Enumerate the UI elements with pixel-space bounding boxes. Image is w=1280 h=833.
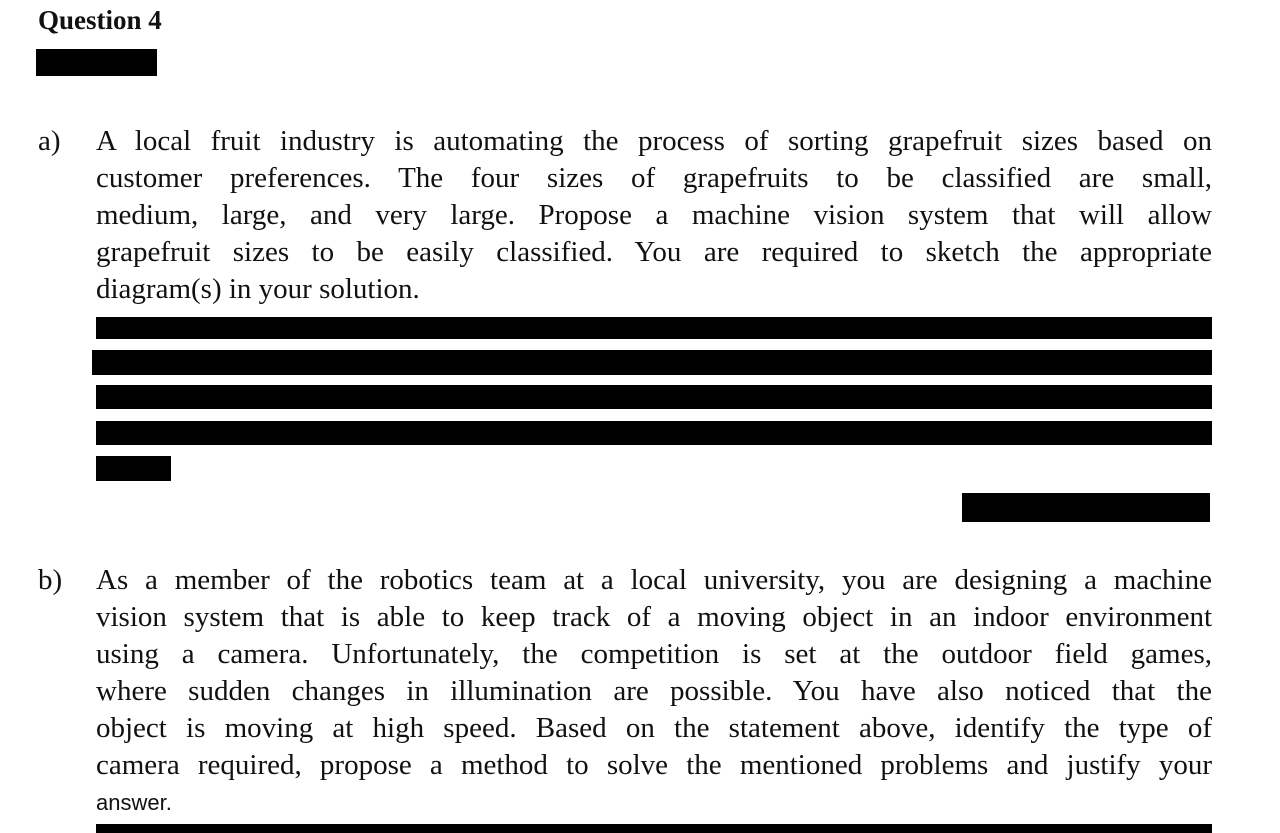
- redaction-bar: [962, 493, 1210, 522]
- part-b-line: using a camera. Unfortunately, the competition is set at the outdoor field games,: [96, 638, 1212, 670]
- redaction-bar: [96, 385, 1212, 409]
- redaction-bar: [92, 350, 1212, 375]
- redaction-bar: [36, 49, 157, 76]
- part-a-line: diagram(s) in your solution.: [96, 273, 420, 305]
- part-a-line: A local fruit industry is automating the process of sorting grapefruit sizes based on: [96, 125, 1212, 157]
- redaction-bar: [96, 317, 1212, 339]
- question-heading: Question 4: [38, 5, 162, 35]
- part-a-text: [96, 123, 1212, 308]
- part-a-label: a): [38, 125, 61, 157]
- redaction-bar: [96, 421, 1212, 445]
- part-b-line: object is moving at high speed. Based on the statement above, identify the type of: [96, 712, 1212, 744]
- redaction-bar: [96, 456, 171, 481]
- part-b-text: [96, 562, 1212, 821]
- part-b-line: answer.: [96, 790, 172, 815]
- part-b-line: camera required, propose a method to solve the mentioned problems and justify your: [96, 749, 1212, 781]
- part-b-line: vision system that is able to keep track of a moving object in an indoor environment: [96, 601, 1212, 633]
- part-a-line: grapefruit sizes to be easily classified. You are required to sketch the appropriate: [96, 236, 1212, 268]
- part-a-line: medium, large, and very large. Propose a machine vision system that will allow: [96, 199, 1212, 231]
- part-b-line: where sudden changes in illumination are possible. You have also noticed that the: [96, 675, 1212, 707]
- part-a-line: customer preferences. The four sizes of grapefruits to be classified are small,: [96, 162, 1212, 194]
- part-b-line: As a member of the robotics team at a local university, you are designing a machine: [96, 564, 1212, 596]
- redaction-bar: [96, 824, 1212, 833]
- part-b-label: b): [38, 564, 63, 596]
